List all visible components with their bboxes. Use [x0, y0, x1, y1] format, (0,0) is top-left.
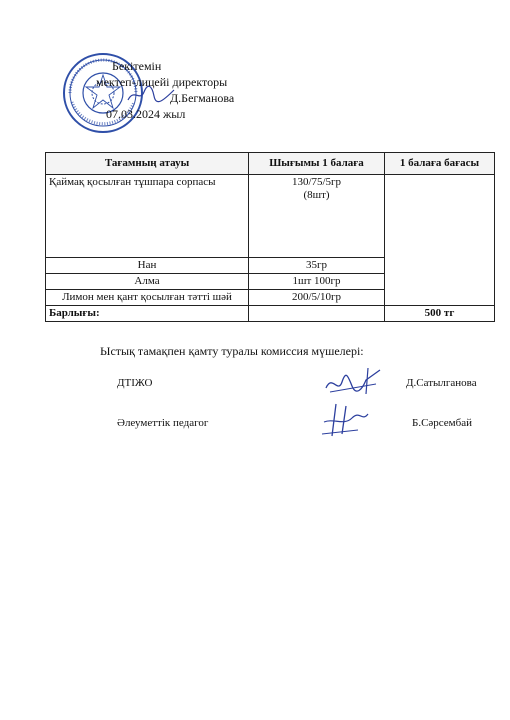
- director-signature: [126, 82, 176, 108]
- commission-title: Ыстық тамақпен қамту туралы комиссия мүшелері:: [100, 344, 364, 358]
- menu-table: [45, 152, 495, 322]
- header-dish-name: Тағамның атауы: [46, 153, 249, 175]
- member-name: Б.Сәрсембай: [412, 417, 473, 429]
- yield-line: (8шт): [303, 189, 330, 201]
- member-signature: [318, 400, 380, 440]
- dish-yield: 1шт 100гр: [249, 274, 385, 290]
- dish-name: Лимон мен қант қосылған тәтті шәй: [46, 290, 249, 306]
- header-yield: Шығымы 1 балаға: [249, 153, 385, 175]
- header-price: 1 балаға бағасы: [385, 153, 495, 175]
- dish-name: Нан: [46, 258, 249, 274]
- member-signature: [322, 364, 384, 404]
- director-name: Д.Бегманова: [170, 91, 235, 105]
- dish-name: Алма: [46, 274, 249, 290]
- approval-date: 07.03.2024 жыл: [106, 107, 186, 121]
- member-role: Әлеуметтік педагог: [117, 417, 209, 429]
- approval-position: мектеп-лицейі директоры: [96, 75, 228, 89]
- dish-yield: 200/5/10гр: [249, 290, 385, 306]
- total-price: 500 тг: [385, 306, 495, 322]
- dish-yield: 35гр: [249, 258, 385, 274]
- yield-line: 130/75/5гр: [291, 176, 342, 188]
- table-header-row: [46, 153, 495, 175]
- total-label: Барлығы:: [46, 306, 249, 322]
- dish-name: Қаймақ қосылған тұшпара сорпасы: [46, 175, 249, 258]
- dish-yield: [249, 175, 385, 258]
- table-row: [46, 175, 495, 258]
- total-row: [46, 306, 495, 322]
- price-cell-empty: [385, 175, 495, 306]
- total-yield-empty: [249, 306, 385, 322]
- approval-title: Бекітемін: [112, 59, 162, 73]
- member-role: ДТІЖО: [117, 377, 153, 389]
- member-name: Д.Сатылганова: [406, 377, 477, 389]
